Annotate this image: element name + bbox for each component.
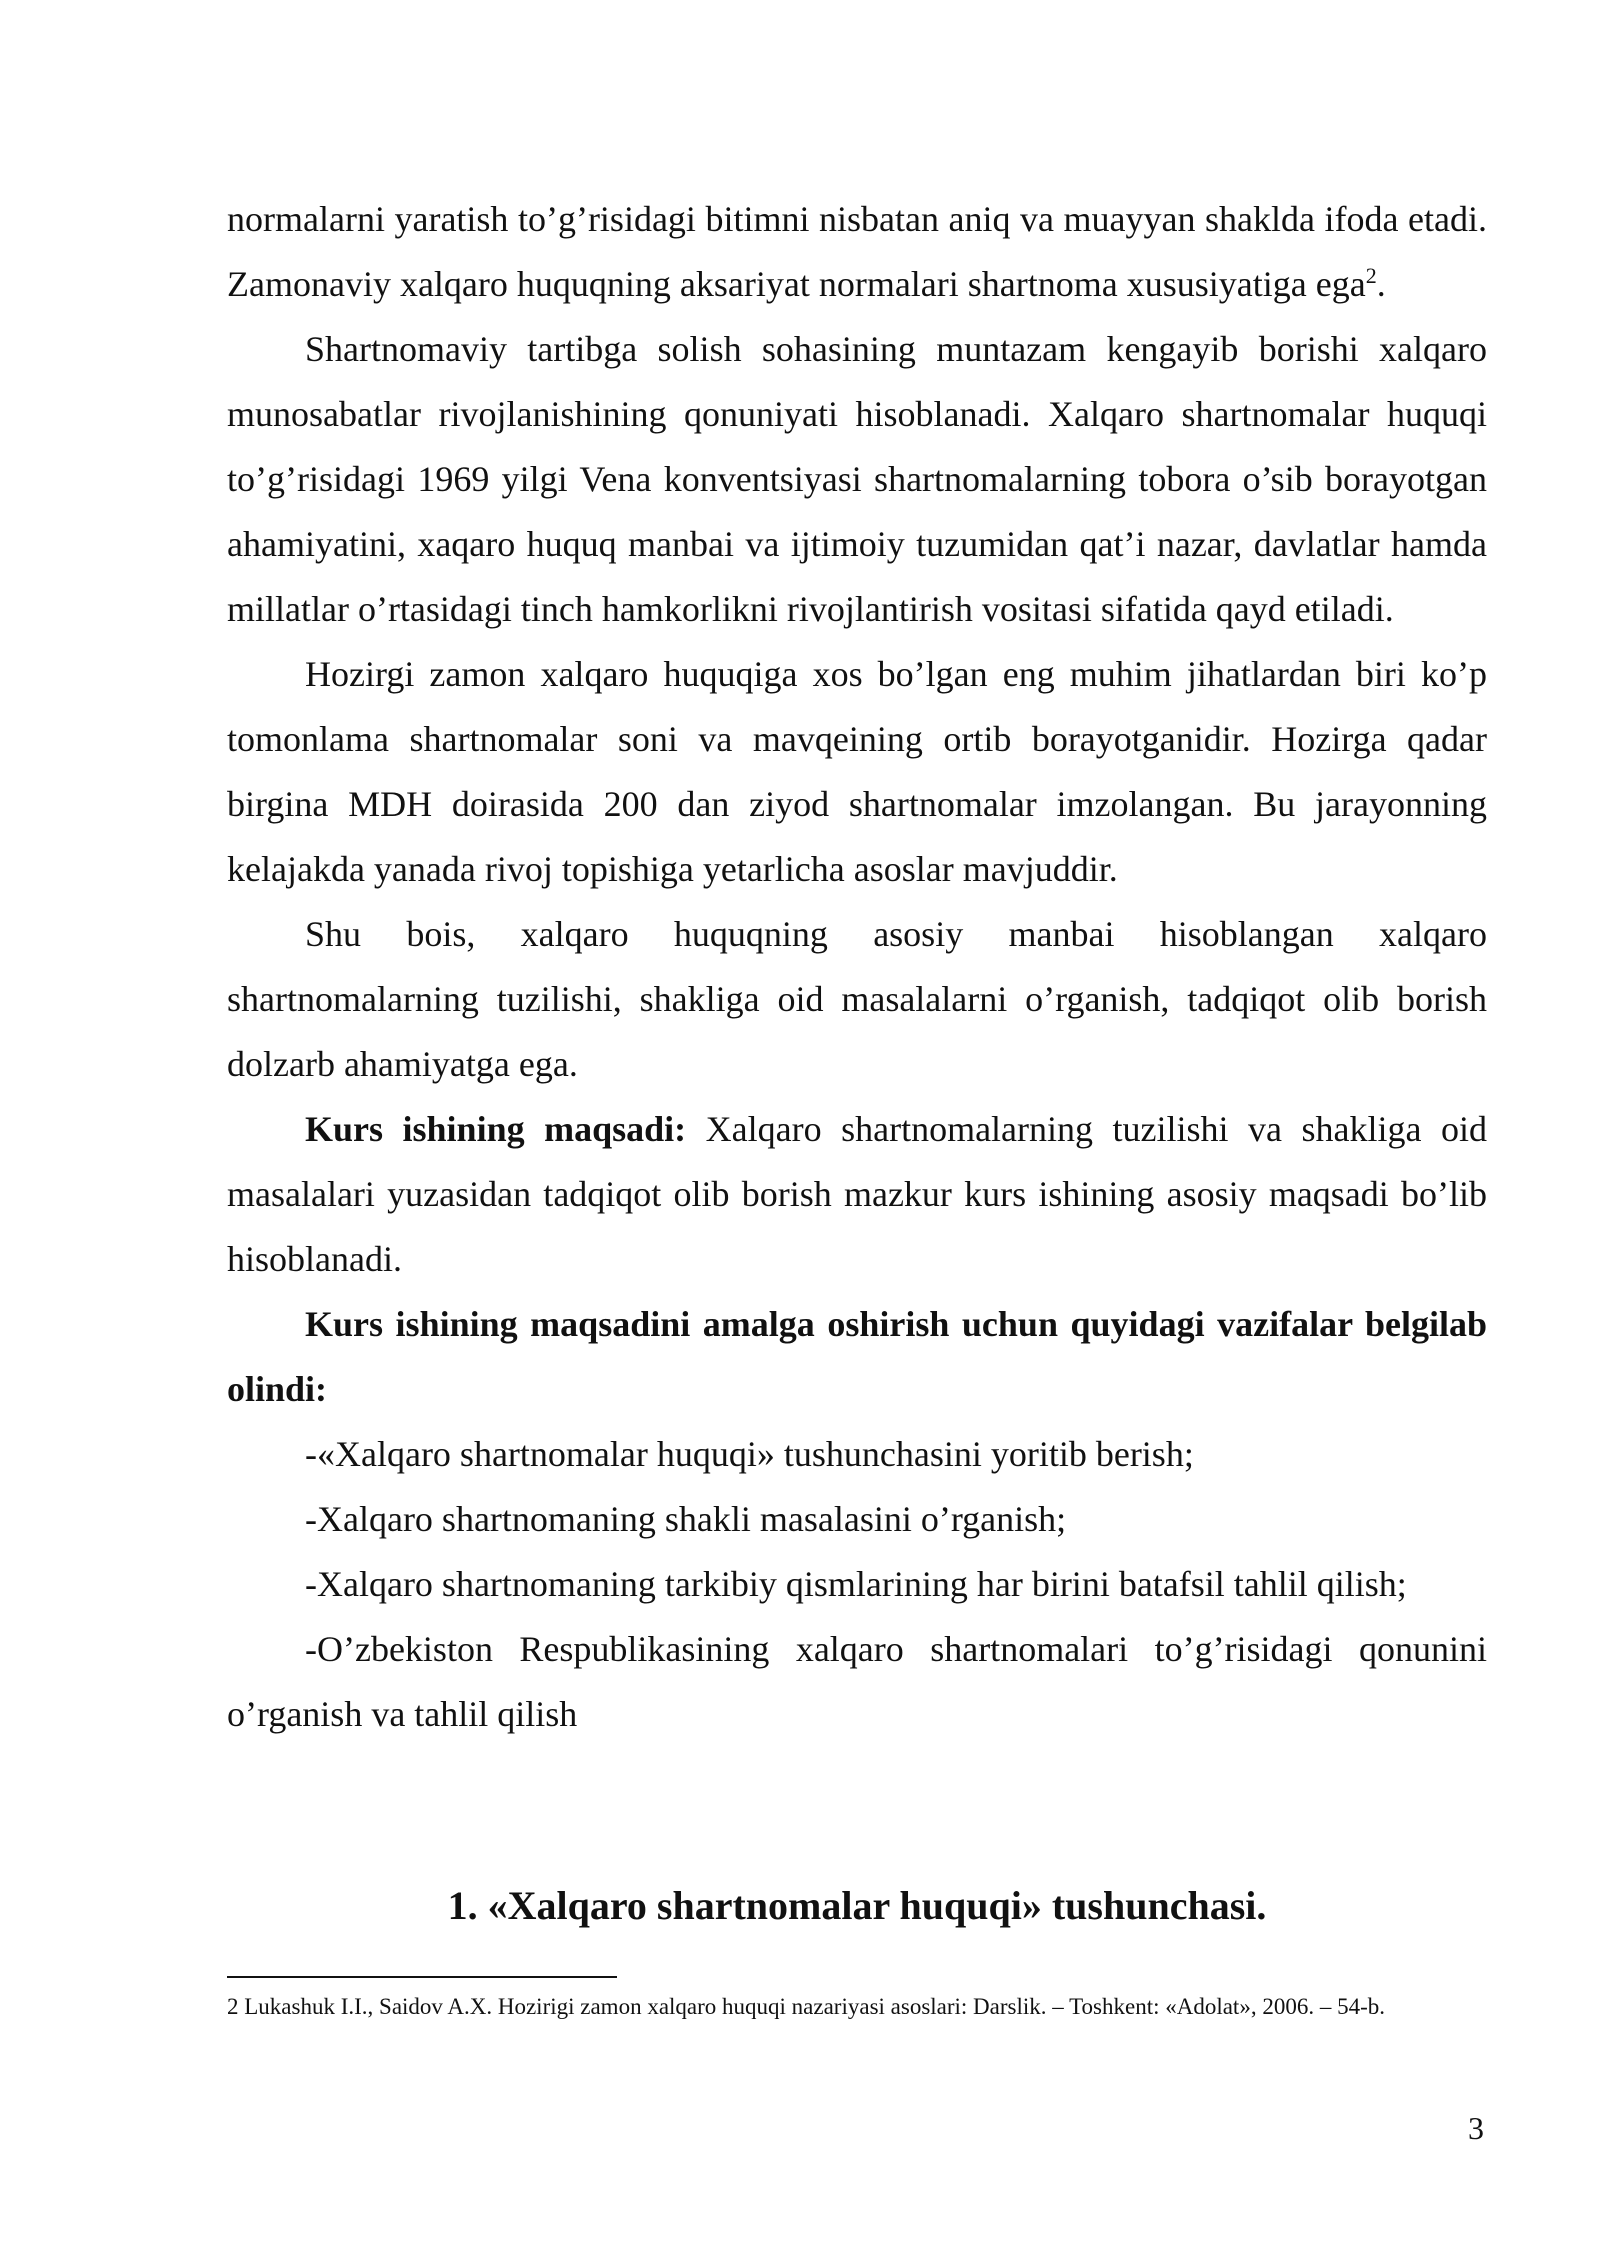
goal-text: Xalqaro shartnomalarning tuzilishi va shakliga oid masalalari yuzasidan tadqiqot olib borish mazkur kurs ishining asosiy maqsadi bo’lib hisoblanadi. — [227, 1109, 1487, 1279]
paragraph-4: Shu bois, xalqaro huquqning asosiy manbai hisoblangan xalqaro shartnomalarning tuzilishi, shakliga oid masalalarni o’rganish, tadqiqot olib borish dolzarb ahamiyatga ega. — [227, 914, 1487, 1084]
page-number: 3 — [1468, 2110, 1484, 2146]
task-item-3: -Xalqaro shartnomaning tarkibiy qismlarining har birini batafsil tahlil qilish; — [305, 1564, 1407, 1604]
footnote-divider — [227, 1976, 617, 1978]
paragraph-3: Hozirgi zamon xalqaro huquqiga xos bo’lgan eng muhim jihatlardan biri ko’p tomonlama shartnomalar soni va mavqeining ortib borayotganidir. Hozirga qadar birgina MDH doirasida 200 dan ziyod shartnomalar imzolangan. Bu jarayonning kelajakda yanada rivoj topishiga yetarlicha asoslar mavjuddir. — [227, 654, 1487, 889]
paragraph-1 — [227, 187, 1487, 317]
paragraph-1-text: normalarni yaratish to’g’risidagi bitimni nisbatan aniq va muayyan shaklda ifoda etadi. Zamonaviy xalqaro huquqning aksariyat normalari shartnoma xususiyatiga ega — [227, 199, 1487, 304]
paragraph-goal — [227, 1097, 1487, 1292]
task-item-1: -«Xalqaro shartnomalar huquqi» tushunchasini yoritib berish; — [305, 1434, 1194, 1474]
task-item-4: -O’zbekiston Respublikasining xalqaro shartnomalari to’g’risidagi qonunini o’rganish va tahlil qilish — [227, 1629, 1487, 1734]
paragraph-2: Shartnomaviy tartibga solish sohasining muntazam kengayib borishi xalqaro munosabatlar rivojlanishining qonuniyati hisoblanadi. Xalqaro shartnomalar huquqi to’g’risidagi 1969 yilgi Vena konventsiyasi shartnomalarning tobora o’sib borayotgan ahamiyatini, xaqaro huquq manbai va ijtimoiy tuzumidan qat’i nazar, davlatlar hamda millatlar o’rtasidagi tinch hamkorlikni rivojlantirish vositasi sifatida qayd etiladi. — [227, 329, 1487, 629]
footnote: 2 Lukashuk I.I., Saidov A.X. Hozirigi zamon xalqaro huquqi nazariyasi asoslari: Darslik. – Toshkent: «Adolat», 2006. – 54-b. — [227, 1994, 1385, 2019]
footnote-reference[interactable]: 2 — [1365, 263, 1377, 288]
goal-label: Kurs ishining maqsadi: — [305, 1109, 687, 1149]
paragraph-1-end: . — [1376, 264, 1386, 304]
body-text — [227, 187, 1487, 1747]
tasks-intro: Kurs ishining maqsadini amalga oshirish uchun quyidagi vazifalar belgilab olindi: — [227, 1304, 1487, 1409]
task-item-2: -Xalqaro shartnomaning shakli masalasini o’rganish; — [305, 1499, 1067, 1539]
section-heading: 1. «Xalqaro shartnomalar huquqi» tushunchasi. — [447, 1883, 1267, 1928]
